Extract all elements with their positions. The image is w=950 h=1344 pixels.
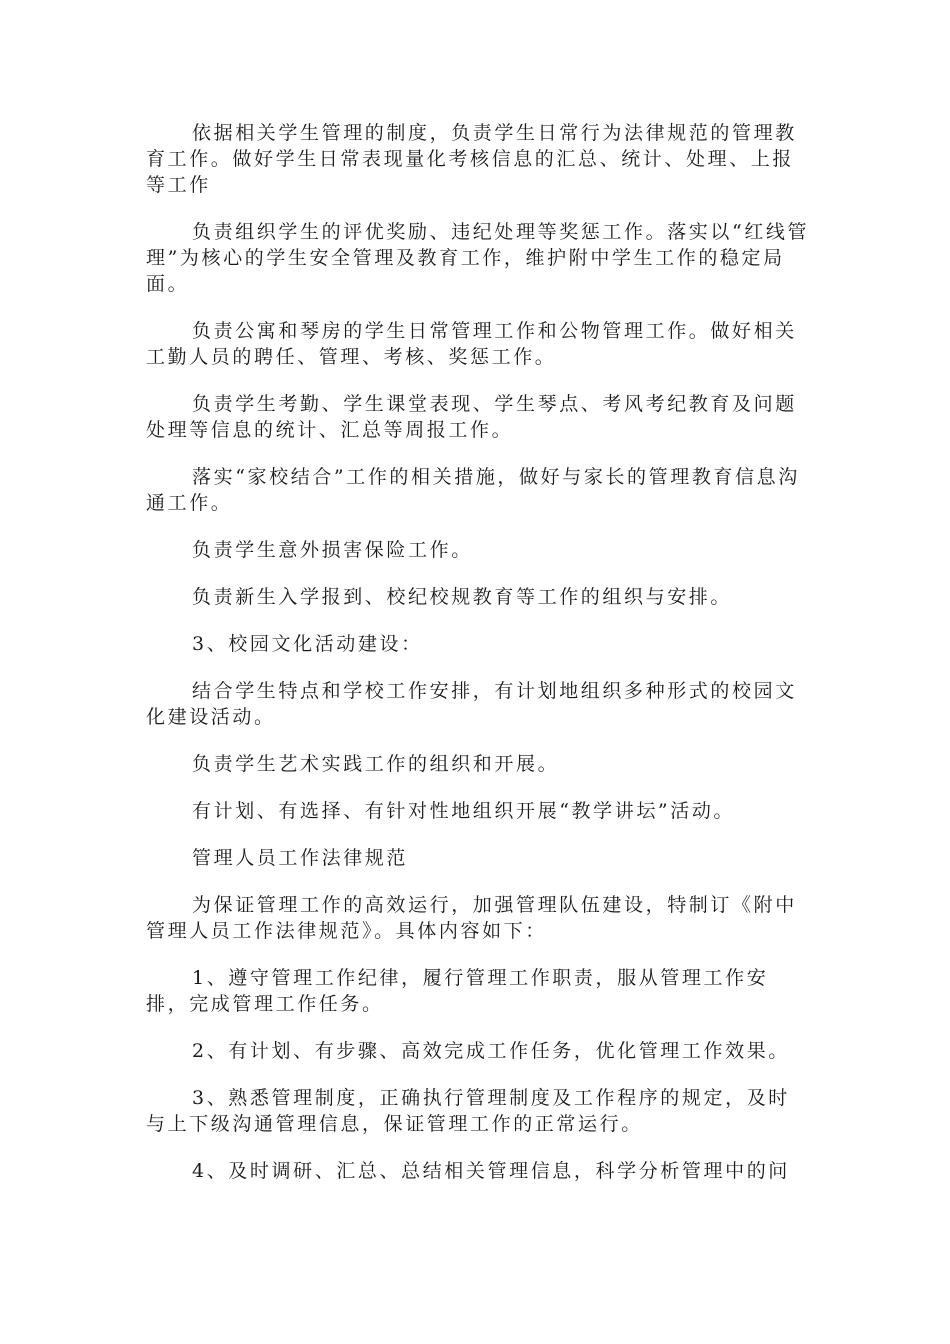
list-item-norm-2: 2、有计划、有步骤、高效完成工作任务，优化管理工作效果。 [192,1040,790,1062]
paragraph-attendance-weekly-report: 负责学生考勤、学生课堂表现、学生琴点、考风考纪教育及问题处理等信息的统计、汇总等周报工作。 [146,393,797,441]
list-item-norm-4: 4、及时调研、汇总、总结相关管理信息，科学分析管理中的问 [192,1160,790,1182]
paragraph-norms-introduction: 为保证管理工作的高效运行，加强管理队伍建设，特制订《附中管理人员工作法律规范》。具体内容如下： [146,894,797,942]
paragraph-dormitory-piano-room: 负责公寓和琴房的学生日常管理工作和公物管理工作。做好相关工勤人员的聘任、管理、考核、奖惩工作。 [146,320,797,368]
section-heading-campus-culture: 3、校园文化活动建设： [192,633,423,655]
document-body [146,120,810,1205]
paragraph-new-student-enrollment: 负责新生入学报到、校纪校规教育等工作的组织与安排。 [192,586,733,608]
paragraph-campus-culture-activities: 结合学生特点和学校工作安排，有计划地组织多种形式的校园文化建设活动。 [146,680,797,728]
paragraph-student-behavior-management: 依据相关学生管理的制度，负责学生日常行为法律规范的管理教育工作。做好学生日常表现量化考核信息的汇总、统计、处理、上报等工作 [146,122,797,196]
paragraph-teaching-forum: 有计划、有选择、有针对性地组织开展“教学讲坛”活动。 [192,800,736,822]
paragraph-art-practice: 负责学生艺术实践工作的组织和开展。 [192,753,560,775]
paragraph-accident-insurance: 负责学生意外损害保险工作。 [192,539,473,561]
section-heading-management-norms: 管理人员工作法律规范 [192,847,409,869]
paragraph-rewards-discipline: 负责组织学生的评优奖励、违纪处理等奖惩工作。落实以“红线管理”为核心的学生安全管理及教育工作，维护附中学生工作的稳定局面。 [146,221,810,295]
list-item-norm-3: 3、熟悉管理制度，正确执行管理制度及工作程序的规定，及时与上下级沟通管理信息，保证管理工作的正常运行。 [146,1087,790,1135]
paragraph-home-school-cooperation: 落实“家校结合”工作的相关措施，做好与家长的管理教育信息沟通工作。 [146,466,800,514]
list-item-norm-1: 1、遵守管理工作纪律，履行管理工作职责，服从管理工作安排，完成管理工作任务。 [146,967,769,1015]
